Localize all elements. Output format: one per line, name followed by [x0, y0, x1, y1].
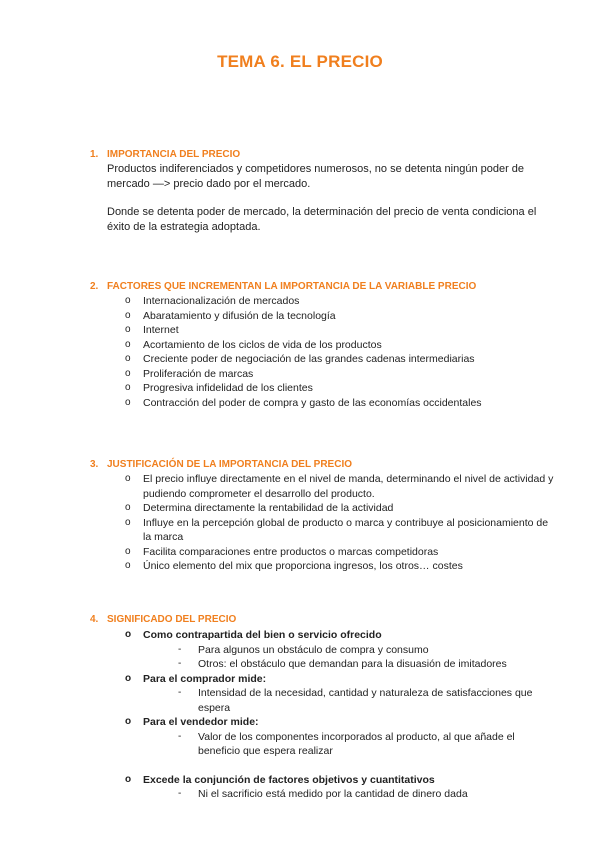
sub-list [178, 643, 558, 672]
list-item [125, 672, 555, 716]
list-item: o Facilita comparaciones entre productos o marcas competidoras [125, 545, 555, 560]
list-item: o Abaratamiento y difusión de la tecnología [125, 309, 555, 324]
group-label: Como contrapartida del bien o servicio ofrecido [143, 629, 382, 641]
sub-list [178, 686, 558, 715]
list-item: o Contracción del poder de compra y gasto de las economías occidentales [125, 396, 555, 411]
section-number: 3. [90, 459, 99, 470]
page-title: TEMA 6. EL PRECIO [217, 52, 383, 71]
factors-list [125, 294, 555, 410]
list-item: o Influye en la percepción global de producto o marca y contribuye al posicionamiento de la marca [125, 516, 555, 545]
sub-list [178, 730, 558, 759]
section-title: IMPORTANCIA DEL PRECIO [107, 149, 241, 160]
group-label: Para el vendedor mide: [143, 716, 259, 728]
sub-list-item: - Ni el sacrificio está medido por la cantidad de dinero dada [178, 787, 558, 802]
sub-list [178, 787, 558, 802]
list-item: o Progresiva infidelidad de los clientes [125, 381, 555, 396]
paragraph: Donde se detenta poder de mercado, la determinación del precio de venta condiciona el éxito de la estrategia adoptada. [107, 206, 537, 233]
list-item: o Determina directamente la rentabilidad de la actividad [125, 501, 555, 516]
sub-list-item: - Otros: el obstáculo que demandan para la disuasión de imitadores [178, 657, 558, 672]
meaning-list [125, 628, 555, 802]
list-item [125, 773, 555, 802]
group-label: Excede la conjunción de factores objetivos y cuantitativos [143, 773, 435, 786]
section-title: FACTORES QUE INCREMENTAN LA IMPORTANCIA DE LA VARIABLE PRECIO [107, 281, 477, 292]
section-number: 4. [90, 614, 99, 625]
list-item: o Internet [125, 323, 555, 338]
list-item: o Proliferación de marcas [125, 367, 555, 382]
sub-list-item: - Valor de los componentes incorporados al producto, al que añade el beneficio que espera realizar [178, 730, 558, 759]
list-item: o Único elemento del mix que proporciona ingresos, los otros… costes [125, 559, 555, 574]
section-title: SIGNIFICADO DEL PRECIO [107, 614, 237, 625]
list-item: o Internacionalización de mercados [125, 294, 555, 309]
group-label: Para el comprador mide: [143, 672, 267, 685]
section-number: 2. [90, 281, 99, 292]
list-item: o El precio influye directamente en el nivel de manda, determinando el nivel de actividad y pudiendo comprometer el desarrollo del producto. [125, 472, 555, 501]
section-number: 1. [90, 149, 99, 160]
paragraph: Productos indiferenciados y competidores numerosos, no se detenta ningún poder de mercado —> precio dado por el mercado. [107, 163, 525, 190]
list-item [125, 628, 555, 672]
section-title: JUSTIFICACIÓN DE LA IMPORTANCIA DEL PRECIO [107, 459, 353, 470]
list-item: o Acortamiento de los ciclos de vida de los productos [125, 338, 555, 353]
justification-list [125, 472, 555, 574]
list-item: o Creciente poder de negociación de las grandes cadenas intermediarias [125, 352, 555, 367]
list-item [125, 715, 555, 759]
sub-list-item: - Para algunos un obstáculo de compra y consumo [178, 643, 558, 658]
sub-list-item: - Intensidad de la necesidad, cantidad y naturaleza de satisfacciones que espera [178, 686, 558, 715]
